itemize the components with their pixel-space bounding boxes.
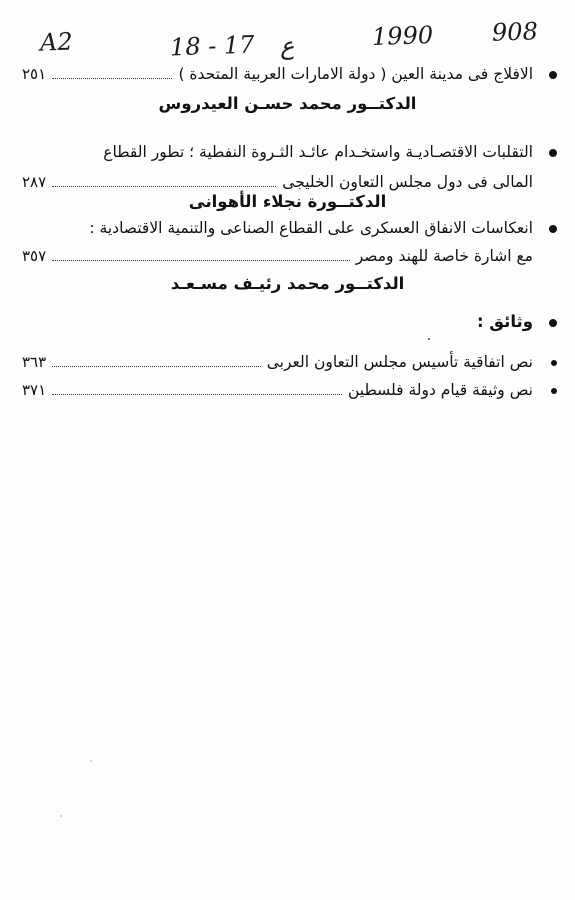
toc-entry-line — [22, 246, 557, 266]
entry-title: الافلاج فى مدينة العين ( دولة الامارات العربية المتحدة ) — [178, 65, 533, 83]
toc-entry-line — [22, 64, 557, 84]
scan-speck — [428, 338, 430, 340]
documents-heading-row — [22, 312, 557, 332]
scan-speck — [90, 760, 92, 762]
document-title: نص وثيقة قيام دولة فلسطين — [347, 381, 533, 399]
toc-entry — [22, 218, 557, 266]
toc-entry — [22, 142, 557, 192]
bullet-icon — [549, 225, 557, 233]
bullet-icon — [549, 319, 557, 327]
document-item-line — [22, 380, 557, 400]
scan-speck — [60, 815, 62, 817]
bullet-icon — [551, 360, 557, 366]
documents-heading-line — [22, 312, 557, 332]
bullet-icon — [549, 71, 557, 79]
document-page-number: ٣٧١ — [22, 381, 47, 399]
handwritten-issue-number: 18 - 17 — [169, 30, 255, 62]
handwritten-year: 1990 — [371, 20, 434, 52]
toc-entry — [22, 64, 557, 84]
toc-entry-line — [22, 172, 557, 192]
entry-page-number: ٢٨٧ — [22, 173, 47, 191]
entry-author: الدكتــور محمد حسـن العيدروس — [158, 94, 417, 113]
document-page-number: ٣٦٣ — [22, 353, 47, 371]
dot-leader — [52, 356, 261, 367]
dot-leader — [52, 384, 342, 395]
entry-title: انعكاسات الانفاق العسكرى على القطاع الصناعى والتنمية الاقتصادية : — [89, 219, 533, 237]
toc-entry-line — [22, 218, 557, 238]
handwritten-page-mark: 908 — [491, 17, 539, 47]
entry-title: التقلبات الاقتصـاديـة واستخـدام عائـد الثـروة النفطية ؛ تطور القطاع — [103, 143, 533, 161]
document-item-line — [22, 352, 557, 372]
dot-leader — [52, 176, 276, 187]
entry-page-number: ٢٥١ — [22, 65, 47, 83]
bullet-icon — [549, 149, 557, 157]
entry-page-number: ٣٥٧ — [22, 247, 47, 265]
bullet-icon — [551, 388, 557, 394]
entry-author: الدكتــورة نجلاء الأهوانى — [188, 192, 387, 211]
dot-leader — [52, 68, 172, 79]
entry-author: الدكتــور محمد رئيـف مسـعـد — [170, 274, 405, 293]
entry-title-continued: المالى فى دول مجلس التعاون الخليجى — [282, 173, 533, 191]
document-item — [22, 380, 557, 400]
toc-entry-line — [22, 142, 557, 162]
entry-title-continued: مع اشارة خاصة للهند ومصر — [355, 247, 533, 265]
handwritten-volume: ع — [279, 31, 295, 61]
document-title: نص اتفاقية تأسيس مجلس التعاون العربى — [266, 353, 533, 371]
documents-heading: وثائق : — [476, 312, 533, 331]
document-item — [22, 352, 557, 372]
dot-leader — [52, 250, 350, 261]
handwritten-left-mark: A2 — [39, 27, 74, 57]
